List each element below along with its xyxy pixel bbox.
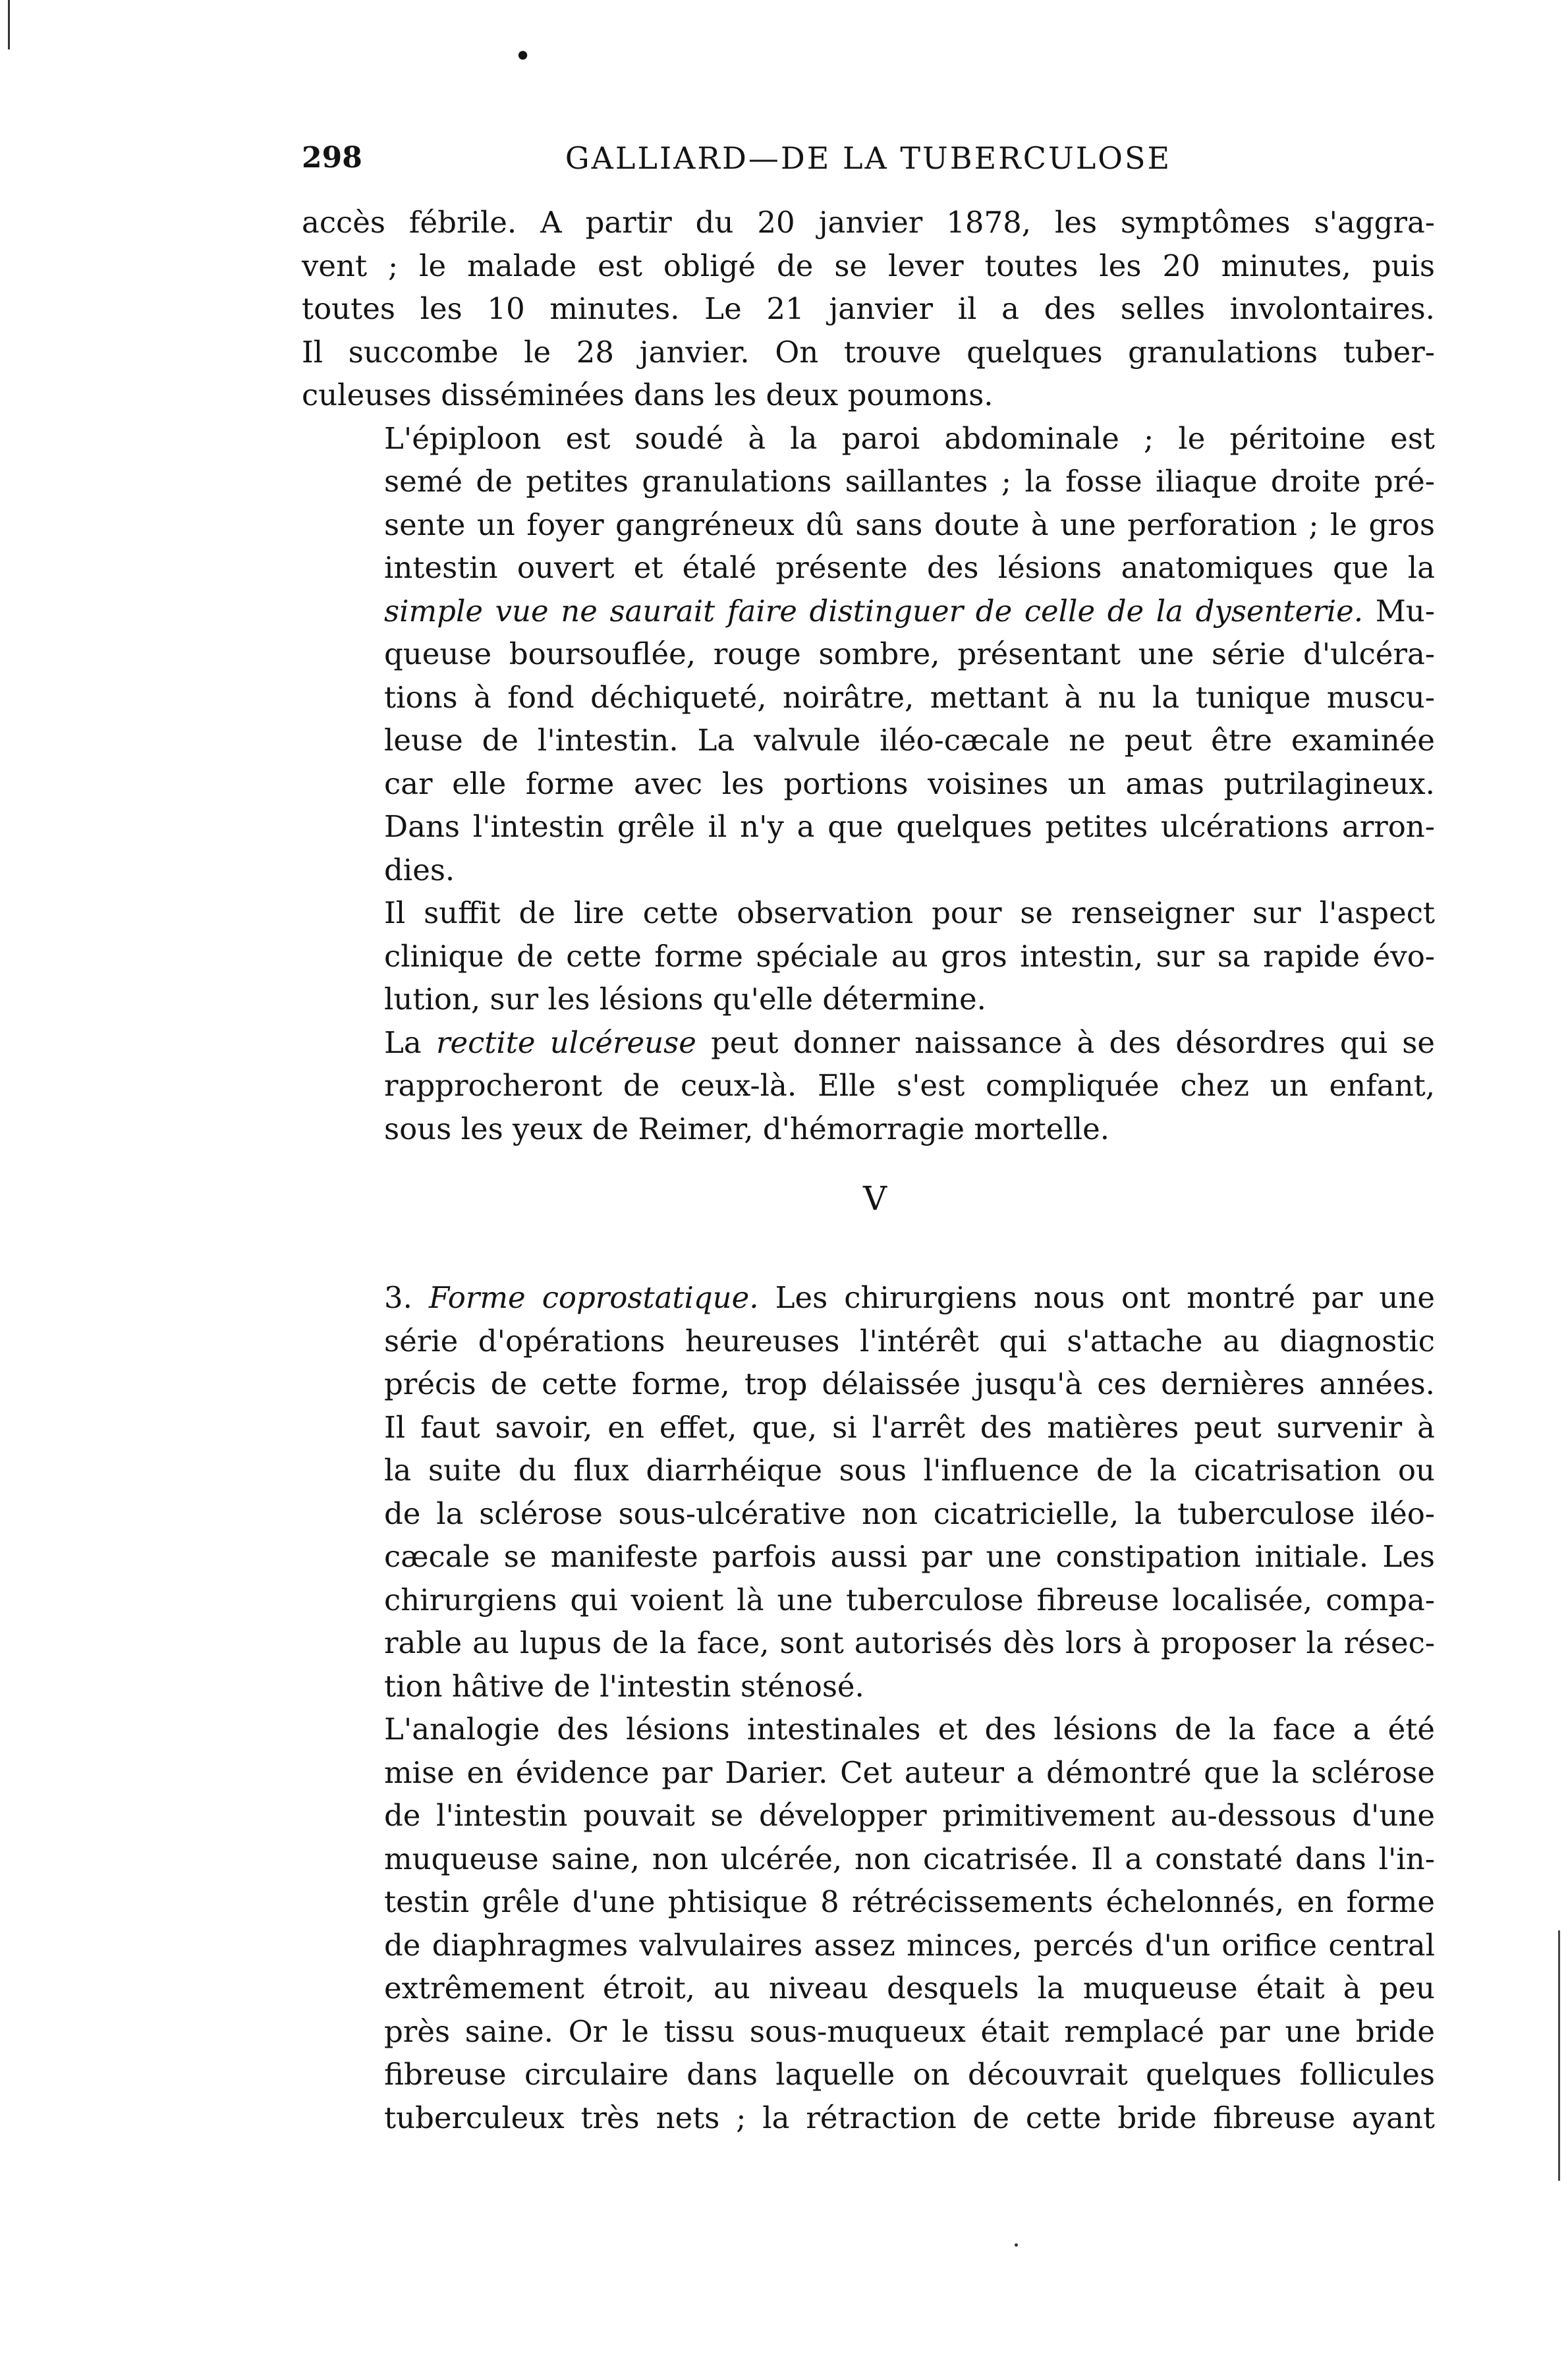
paragraph-6 [302, 1708, 1435, 2139]
text-line: semé de petites granulations saillantes ; la fosse iliaque droite pré- [384, 464, 1435, 499]
text-line: fibreuse circulaire dans laquelle on découvrait quelques follicules [384, 2057, 1435, 2092]
paragraph-4 [302, 1021, 1435, 1151]
text-line: muqueuse saine, non ulcérée, non cicatrisée. Il a constaté dans l'in- [384, 1841, 1435, 1876]
scan-edge-left [8, 0, 10, 49]
text-line: rapprocheront de ceux-là. Elle s'est compliquée chez un enfant, [384, 1068, 1435, 1103]
text-line: dies. [384, 852, 455, 887]
text-line: sente un foyer gangréneux dû sans doute à une perforation ; le gros [384, 507, 1435, 542]
running-title: GALLIARD—DE LA TUBERCULOSE [565, 140, 1172, 176]
text-line: Dans l'intestin grêle il n'y a que quelques petites ulcérations arron- [384, 809, 1435, 844]
text-line: tuberculeux très nets ; la rétraction de cette bride fibreuse ayant [384, 2100, 1435, 2135]
paragraph-1 [302, 201, 1435, 417]
text-line: L'analogie des lésions intestinales et des lésions de la face a été [384, 1712, 1435, 1747]
text-line: accès fébrile. A partir du 20 janvier 1878, les symptômes s'aggra- [302, 205, 1435, 240]
text-line: toutes les 10 minutes. Le 21 janvier il a des selles involontaires. [302, 291, 1435, 326]
text-line: chirurgiens qui voient là une tuberculose fibreuse localisée, compa- [384, 1582, 1435, 1617]
italic-phrase: Forme coprostatique. [428, 1280, 759, 1315]
page-number: 298 [302, 141, 362, 175]
text-line: tions à fond déchiqueté, noirâtre, mettant à nu la tunique muscu- [384, 679, 1435, 715]
text-line: mise en évidence par Darier. Cet auteur a démontré que la sclérose [384, 1754, 1435, 1790]
text-line: extrêmement étroit, au niveau desquels la muqueuse était à peu [384, 1971, 1435, 2006]
text-line: série d'opérations heureuses l'intérêt qui s'attache au diagnostic [384, 1323, 1435, 1359]
scan-edge-right [1558, 1930, 1560, 2181]
text-line: la suite du flux diarrhéique sous l'influence de la cicatrisation ou [384, 1453, 1435, 1488]
text-fragment: La [384, 1025, 436, 1060]
text-line: leuse de l'intestin. La valvule iléo-cæcale ne peut être examinée [384, 723, 1435, 758]
text-line: testin grêle d'une phtisique 8 rétrécissements échelonnés, en forme [384, 1884, 1435, 1919]
body-text [302, 201, 1435, 2139]
text-line: L'épiploon est soudé à la paroi abdominale ; le péritoine est [384, 420, 1435, 456]
text-line: lution, sur les lésions qu'elle détermine. [384, 982, 986, 1017]
text-line [302, 1021, 1435, 1065]
text-line: Il succombe le 28 janvier. On trouve quelques granulations tuber- [302, 334, 1435, 370]
paragraph-5 [302, 1276, 1435, 1708]
text-line: tion hâtive de l'intestin sténosé. [384, 1668, 864, 1704]
paragraph-3 [302, 891, 1435, 1021]
text-line [302, 590, 1435, 633]
text-line: queuse boursouflée, rouge sombre, présentant une série d'ulcéra- [384, 636, 1435, 671]
scan-bullet-mark: • [514, 38, 532, 74]
text-line: Il suffit de lire cette observation pour se renseigner sur l'aspect [384, 895, 1435, 930]
text-fragment: Les chirurgiens nous ont montré par une [758, 1280, 1435, 1315]
section-heading-roman: V [862, 1179, 887, 1218]
text-line: précis de cette forme, trop délaissée jusqu'à ces dernières années. [384, 1366, 1435, 1401]
text-line: de la sclérose sous-ulcérative non cicatricielle, la tuberculose iléo- [384, 1496, 1435, 1531]
text-line: cæcale se manifeste parfois aussi par une constipation initiale. Les [384, 1539, 1435, 1574]
text-line: de l'intestin pouvait se développer primitivement au-dessous d'une [384, 1798, 1435, 1833]
italic-phrase: simple vue ne saurait faire distinguer de celle de la dysenterie. [384, 593, 1364, 629]
text-line: vent ; le malade est obligé de se lever toutes les 20 minutes, puis [302, 248, 1435, 283]
text-line: culeuses disséminées dans les deux poumons. [302, 378, 994, 412]
text-line: de diaphragmes valvulaires assez minces, percés d'un orifice central [384, 1927, 1435, 1963]
text-line: intestin ouvert et étalé présente des lésions anatomiques que la [384, 550, 1435, 585]
paragraph-2 [302, 417, 1435, 892]
page-header [302, 135, 1435, 181]
italic-phrase: rectite ulcéreuse [435, 1025, 696, 1060]
text-fragment: Mu- [1363, 593, 1435, 629]
scan-speck [1015, 2243, 1018, 2247]
text-line: près saine. Or le tissu sous-muqueux était remplacé par une bride [384, 2013, 1435, 2049]
text-line: clinique de cette forme spéciale au gros intestin, sur sa rapide évo- [384, 938, 1435, 974]
text-line: sous les yeux de Reimer, d'hémorragie mortelle. [384, 1111, 1110, 1146]
text-fragment: 3. [384, 1280, 429, 1315]
text-line [302, 1276, 1435, 1320]
text-line: Il faut savoir, en effet, que, si l'arrêt des matières peut survenir à [384, 1409, 1435, 1445]
text-line: car elle forme avec les portions voisines un amas putrilagineux. [384, 766, 1435, 801]
text-fragment: peut donner naissance à des désordres qui se [696, 1025, 1435, 1060]
text-line: rable au lupus de la face, sont autorisés dès lors à proposer la résec- [384, 1625, 1435, 1660]
